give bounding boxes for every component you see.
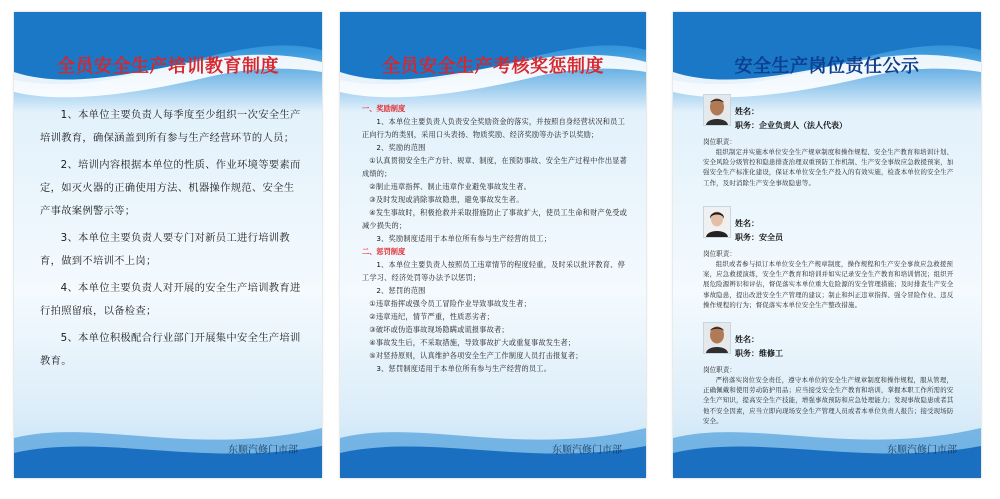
duty-header: 岗位职责： bbox=[703, 138, 736, 146]
penalty-line: ⑤对竖持原则，认真维护各项安全生产工作制度人员打击报复者； bbox=[369, 351, 583, 360]
person-position: 职务：企业负责人（法人代表） bbox=[735, 121, 847, 130]
duty-text: 严格落实岗位安全责任，遵守本单位的安全生产规章制度和操作规程，服从管理，正确佩戴和使用劳动防护用品；应当接受安全生产教育和培训，掌握本职工作所需的安全生产知识，提高安全生产技能，增强事故预防和应急处理能力；发现事故隐患或者其他不安全因素，应当立即向现场安全生产管理人员或者本单位负责人报告；接受现场防安全。 bbox=[703, 376, 954, 425]
footer-company: 东顺汽修门市部 bbox=[228, 445, 298, 456]
paragraph-5: 5、本单位积极配合行业部门开展集中安全生产培训教育。 bbox=[40, 332, 301, 367]
person-photo bbox=[703, 94, 731, 126]
person-photo bbox=[703, 322, 731, 354]
reward-line: ③及时发现或消除事故隐患，避免事故发生者。 bbox=[369, 195, 524, 204]
poster-assessment-reward bbox=[340, 12, 646, 478]
paragraph-4: 4、本单位主要负责人对开展的安全生产培训教育进行拍照留痕，以备检查； bbox=[40, 282, 301, 317]
person-name-label: 姓名： bbox=[735, 107, 759, 116]
poster-body bbox=[40, 104, 302, 377]
footer-company: 东顺汽修门市部 bbox=[887, 445, 957, 456]
portrait-icon bbox=[704, 207, 730, 237]
poster-title: 全员安全生产培训教育制度 bbox=[57, 56, 279, 77]
section-penalty-heading: 二、惩罚制度 bbox=[362, 247, 406, 256]
poster-training-education bbox=[14, 12, 322, 478]
reward-line: 3、奖励制度适用于本单位所有参与生产经营的员工； bbox=[376, 234, 552, 243]
footer-company: 东顺汽修门市部 bbox=[552, 445, 622, 456]
penalty-line: 2、惩罚的范围 bbox=[376, 286, 426, 295]
person-position: 职务：安全员 bbox=[735, 233, 783, 242]
paragraph-3: 3、本单位主要负责人要专门对新员工进行培训教育，做到不培训不上岗； bbox=[40, 232, 290, 267]
portrait-icon bbox=[704, 95, 730, 125]
reward-line: ②制止违章指挥、制止违章作业避免事故发生者。 bbox=[369, 182, 531, 191]
person-name-label: 姓名： bbox=[735, 335, 759, 344]
penalty-line: 1、本单位主要负责人按照员工违章情节的程度轻重，及时采以批评教育、停工学习、经济处罚等办法予以惩罚； bbox=[362, 260, 625, 282]
paragraph-2: 2、培训内容根据本单位的性质、作业环境等要素而定，如灭火器的正确使用方法、机器操作规范、安全生产事故案例警示等； bbox=[40, 159, 301, 217]
poster-title: 安全生产岗位责任公示 bbox=[734, 56, 920, 77]
reward-line: 2、奖励的范围 bbox=[376, 143, 426, 152]
penalty-line: ④事故发生后，不采取措施，导致事故扩大或重复事故发生者； bbox=[369, 338, 576, 347]
reward-line: ④发生事故时，积极抢救并采取措施防止了事故扩大，使员工生命和财产免受或减少损失的； bbox=[362, 208, 628, 230]
penalty-line: 3、惩罚制度适用于本单位所有参与生产经营的员工。 bbox=[376, 364, 552, 373]
penalty-line: ①违章指挥或强令员工冒险作业导致事故发生者； bbox=[369, 299, 531, 308]
reward-line: 1、本单位主要负责人负责安全奖励资金的落实，并按照自身经营状况和员工正向行为的类别，采用口头表扬、物质奖励、经济奖励等办法予以奖励； bbox=[362, 117, 625, 139]
paragraph-1: 1、本单位主要负责人每季度至少组织一次安全生产培训教育，确保涵盖到所有参与生产经营环节的人员； bbox=[40, 109, 301, 144]
poster-body bbox=[362, 102, 632, 375]
duty-text: 组织制定并实施本单位安全生产规章制度和操作规程、安全生产教育和培训计划、安全风险分级管控和隐患排查治理双重预防工作机制、生产安全事故应急救援预案，加强安全生产标准化建设，保证本单位安全生产投入的有效实施，检查本单位的安全生产工作，及时消除生产安全事故隐患等。 bbox=[703, 148, 954, 187]
portrait-icon bbox=[704, 323, 730, 353]
person-photo bbox=[703, 206, 731, 238]
section-reward-heading: 一、奖励制度 bbox=[362, 104, 406, 113]
penalty-line: ③破坏或伪造事故现场隐瞒或谎报事故者； bbox=[369, 325, 509, 334]
poster-title: 全员安全生产考核奖惩制度 bbox=[382, 56, 604, 77]
duty-header: 岗位职责： bbox=[703, 366, 736, 374]
penalty-line: ②违章违纪，情节严重，性质恶劣者； bbox=[369, 312, 495, 321]
reward-line: ①认真贯彻安全生产方针、规章、制度，在预防事故、安全生产过程中作出显著成绩的； bbox=[362, 156, 628, 178]
duty-header: 岗位职责： bbox=[703, 250, 736, 258]
person-name-label: 姓名： bbox=[735, 219, 759, 228]
duty-text: 组织或者参与拟订本单位安全生产规章制度，操作规程和生产安全事故应急救援预案，应急救援演练，安全生产教育和培训并如实记录安全生产教育和培训情况；组织开展危险源辨识和评估，督促落实本单位重大危险源的安全管理措施；及时排查生产安全事故隐患，提出改进安全生产管理的建议；制止和纠正违章指挥、强令冒险作业、违反操作规程的行为；督促落实本单位安全生产整改措施。 bbox=[703, 260, 954, 309]
person-position: 职务：维修工 bbox=[735, 349, 783, 358]
poster-job-responsibility bbox=[673, 12, 981, 478]
